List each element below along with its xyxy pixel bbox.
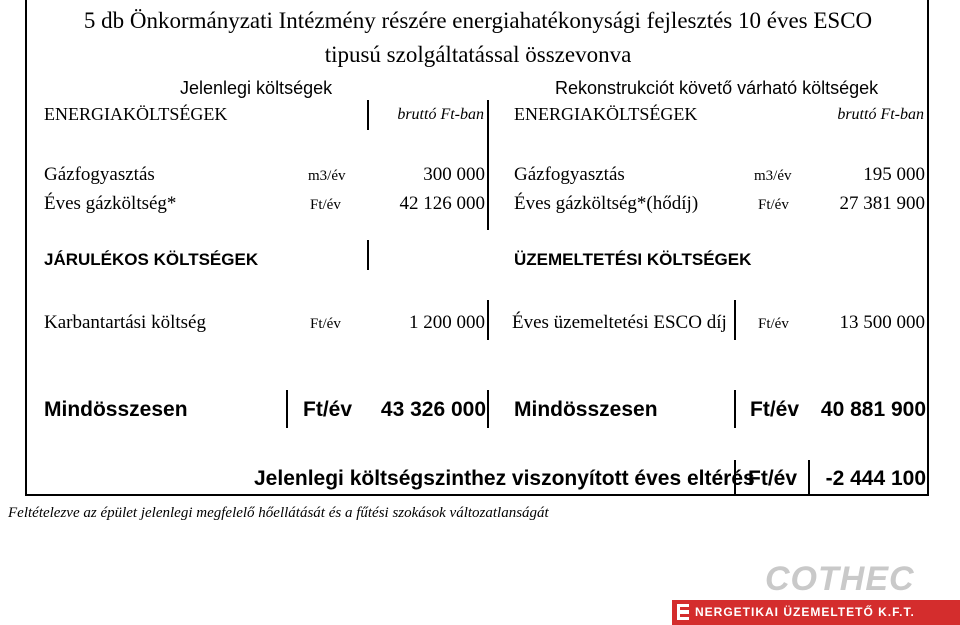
right-row2-value: 13 500 000 xyxy=(839,312,925,333)
left-row-label: Gázfogyasztás xyxy=(44,164,155,185)
company-logo-mark-icon xyxy=(676,603,690,621)
left-row2-unit: Ft/év xyxy=(310,316,341,332)
right-section2-header: ÜZEMELTETÉSI KÖLTSÉGEK xyxy=(514,250,752,269)
right-section-header: ENERGIAKÖLTSÉGEK xyxy=(514,104,698,124)
right-row-unit: Ft/év xyxy=(758,197,789,213)
left-caption: Jelenlegi költségek xyxy=(180,78,333,98)
left-row-value: 300 000 xyxy=(423,164,485,185)
center-divider-top xyxy=(487,100,489,230)
left-row2-value: 1 200 000 xyxy=(409,312,485,333)
right-row-label: Gázfogyasztás xyxy=(514,164,625,185)
left-total-label: Mindösszesen xyxy=(44,398,188,421)
left-total-divider xyxy=(286,390,288,428)
right-total-unit: Ft/év xyxy=(750,398,800,421)
left-section-header: ENERGIAKÖLTSÉGEK xyxy=(44,104,228,124)
right-section-note: bruttó Ft-ban xyxy=(837,106,924,123)
left-header-divider xyxy=(367,100,369,130)
page-title: 5 db Önkormányzati Intézmény részére energiahatékonysági fejlesztés 10 éves ESCO xyxy=(83,8,873,33)
right-row2-divider xyxy=(734,300,736,340)
left-row-value: 42 126 000 xyxy=(399,193,485,214)
company-logo-wordmark: COTHEC xyxy=(765,560,915,598)
right-row2-label: Éves üzemeltetési ESCO díj xyxy=(512,312,727,333)
left-total-value: 43 326 000 xyxy=(380,398,486,421)
left-total-unit: Ft/év xyxy=(303,398,353,421)
left-row-label: Éves gázköltség* xyxy=(44,193,177,214)
difference-unit: Ft/év xyxy=(748,467,798,490)
right-total-label: Mindösszesen xyxy=(514,398,658,421)
right-row-label: Éves gázköltség*(hődíj) xyxy=(514,193,699,214)
left-row-unit: Ft/év xyxy=(310,197,341,213)
right-total-value: 40 881 900 xyxy=(820,398,926,421)
right-row-value: 27 381 900 xyxy=(839,193,925,214)
center-divider-total xyxy=(487,390,489,428)
right-row2-unit: Ft/év xyxy=(758,316,789,332)
right-total-divider xyxy=(734,390,736,428)
diff-divider-2 xyxy=(808,460,810,496)
left-row-unit: m3/év xyxy=(308,168,346,184)
company-logo-subtitle: NERGETIKAI ÜZEMELTETŐ K.F.T. xyxy=(695,605,915,619)
difference-label: Jelenlegi költségszinthez viszonyított éves eltérés xyxy=(254,467,755,490)
center-divider-mid xyxy=(487,300,489,340)
difference-value: -2 444 100 xyxy=(825,467,926,490)
footnote: Feltételezve az épület jelenlegi megfelelő hőellátását és a fűtési szokások változatlanságát xyxy=(8,505,549,521)
page-subtitle: tipusú szolgáltatással összevonva xyxy=(324,42,632,67)
left-row2-label: Karbantartási költség xyxy=(44,312,206,333)
right-caption: Rekonstrukciót követő várható költségek xyxy=(555,78,879,98)
right-row-value: 195 000 xyxy=(863,164,925,185)
left-section-note: bruttó Ft-ban xyxy=(397,106,484,123)
left-unit-divider-mid xyxy=(367,240,369,270)
right-row-unit: m3/év xyxy=(754,168,792,184)
left-section2-header: JÁRULÉKOS KÖLTSÉGEK xyxy=(44,250,259,269)
